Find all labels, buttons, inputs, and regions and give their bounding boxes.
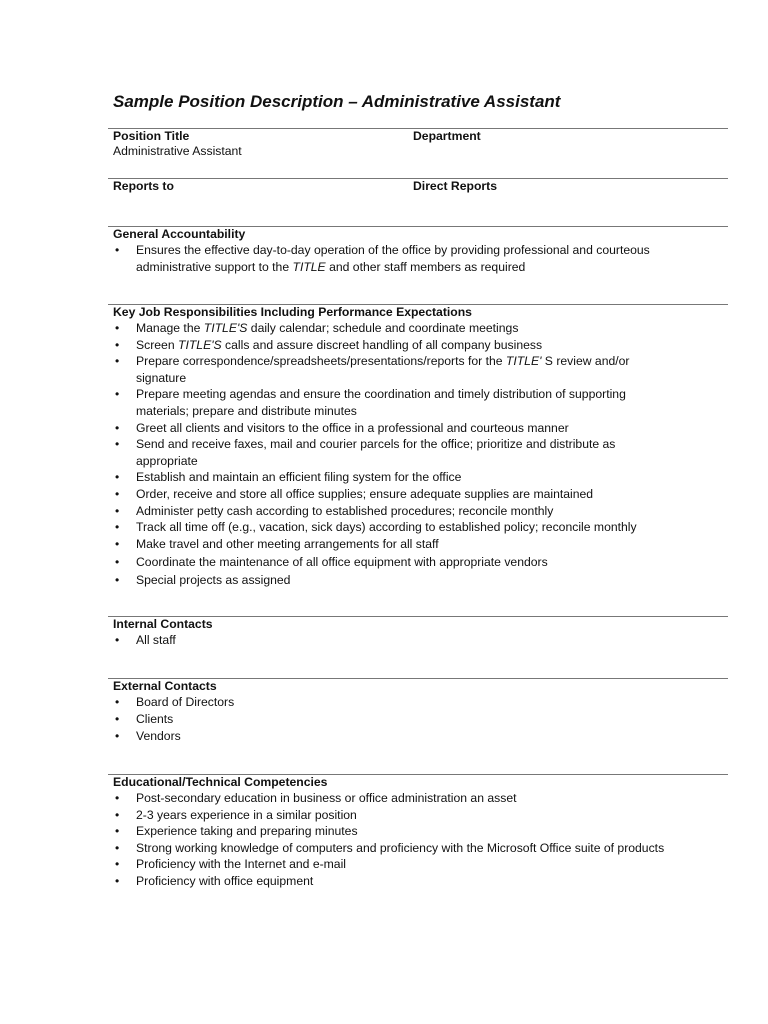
list-item-text: • Make travel and other meeting arrangements for all staff	[136, 536, 439, 551]
bullet-list	[113, 632, 713, 649]
list-item-text	[136, 353, 713, 370]
text-run: Manage the	[136, 321, 204, 335]
list-item	[113, 519, 713, 536]
list-item	[113, 823, 713, 840]
list-item-text: • Proficiency with the Internet and e-mail	[136, 857, 346, 872]
text-run: Prepare correspondence/spreadsheets/presentations/reports for the	[136, 354, 506, 369]
list-item-text: • Clients	[136, 711, 174, 726]
list-item-text-line2: appropriate	[136, 453, 198, 468]
list-item-text: • Greet all clients and visitors to the office in a professional and courteous manner	[136, 420, 569, 435]
section-heading: Educational/Technical Competencies	[113, 775, 328, 789]
bullet-list	[113, 694, 713, 745]
list-item	[113, 694, 713, 711]
list-item	[113, 572, 713, 589]
text-run: calls and assure discreet handling of all company business	[221, 337, 543, 352]
list-item	[113, 711, 713, 728]
text-run: administrative support to the	[136, 259, 293, 274]
list-item-text: • 2-3 years experience in a similar position	[136, 807, 357, 822]
bullet-list	[113, 790, 713, 890]
list-item-text	[136, 337, 713, 354]
competencies-section	[113, 775, 713, 890]
list-item-text: • Board of Directors	[136, 695, 235, 709]
list-item	[113, 242, 713, 275]
list-item-text: • Post-secondary education in business or office administration an asset	[136, 791, 517, 805]
internal-contacts-section	[113, 617, 713, 649]
text-run: and other staff members as required	[325, 259, 526, 274]
direct-reports-field	[413, 179, 497, 194]
list-item	[113, 790, 713, 807]
list-item	[113, 386, 713, 419]
bullet-list	[113, 242, 713, 275]
list-item	[113, 632, 713, 649]
position-title-label: Position Title	[113, 129, 190, 143]
list-item-text: • Coordinate the maintenance of all office equipment with appropriate vendors	[136, 555, 548, 570]
title-placeholder: TITLE'S	[203, 321, 248, 335]
list-item-text: • Send and receive faxes, mail and courier parcels for the office; prioritize and distribute as	[136, 437, 616, 452]
list-item-text: • Vendors	[136, 729, 181, 744]
department-label: Department	[413, 129, 481, 143]
section-heading: Key Job Responsibilities Including Performance Expectations	[113, 305, 472, 319]
list-item-text: • Prepare meeting agendas and ensure the coordination and timely distribution of supporting	[136, 387, 626, 402]
direct-reports-label: Direct Reports	[413, 179, 497, 193]
list-item-text-line2: signature	[136, 370, 187, 385]
reports-to-label: Reports to	[113, 179, 174, 193]
section-heading: External Contacts	[113, 679, 217, 693]
list-item	[113, 728, 713, 745]
text-run: daily calendar; schedule and coordinate meetings	[247, 321, 519, 335]
list-item	[113, 873, 713, 890]
key-responsibilities-section	[113, 305, 713, 589]
title-placeholder: TITLE'	[505, 354, 542, 369]
list-item	[113, 807, 713, 824]
list-item	[113, 353, 713, 386]
list-item	[113, 486, 713, 503]
list-item-text: • Administer petty cash according to established procedures; reconcile monthly	[136, 503, 554, 518]
list-item	[113, 840, 713, 857]
list-item	[113, 469, 713, 486]
title-placeholder: TITLE'S	[178, 337, 222, 352]
list-item-text-line2	[136, 259, 713, 276]
reports-to-field	[113, 179, 174, 194]
list-item	[113, 503, 713, 520]
list-item-text: • Order, receive and store all office supplies; ensure adequate supplies are maintained	[136, 486, 594, 501]
list-item-text-line2: materials; prepare and distribute minutes	[136, 403, 357, 418]
external-contacts-section	[113, 679, 713, 745]
list-item-text: • Experience taking and preparing minutes	[136, 824, 358, 839]
list-item	[113, 436, 713, 469]
list-item	[113, 554, 713, 571]
list-item	[113, 320, 713, 337]
section-heading: Internal Contacts	[113, 617, 213, 631]
list-item-text: • Ensures the effective day-to-day operation of the office by providing professional and courteous	[136, 243, 650, 257]
department-field	[413, 129, 481, 144]
list-item-text: • All staff	[136, 633, 176, 647]
list-item-text: • Proficiency with office equipment	[136, 873, 314, 888]
text-run: Screen	[136, 337, 179, 352]
list-item-text: • Special projects as assigned	[136, 572, 291, 587]
general-accountability-section	[113, 227, 713, 275]
list-item	[113, 420, 713, 437]
document-title: Sample Position Description – Administrative Assistant	[113, 92, 561, 111]
list-item-text	[136, 320, 713, 337]
list-item	[113, 536, 713, 553]
list-item-text: • Track all time off (e.g., vacation, sick days) according to established policy; reconcile monthly	[136, 520, 637, 535]
list-item	[113, 856, 713, 873]
section-heading: General Accountability	[113, 227, 246, 241]
list-item-text: • Strong working knowledge of computers and proficiency with the Microsoft Office suite of products	[136, 840, 665, 855]
text-run: S review and/or	[541, 354, 630, 369]
list-item-text: • Establish and maintain an efficient filing system for the office	[136, 470, 462, 485]
bullet-list	[113, 320, 713, 589]
position-title-field	[113, 129, 242, 159]
list-item	[113, 337, 713, 354]
title-placeholder: TITLE	[292, 259, 326, 274]
position-title-value: Administrative Assistant	[113, 144, 242, 158]
